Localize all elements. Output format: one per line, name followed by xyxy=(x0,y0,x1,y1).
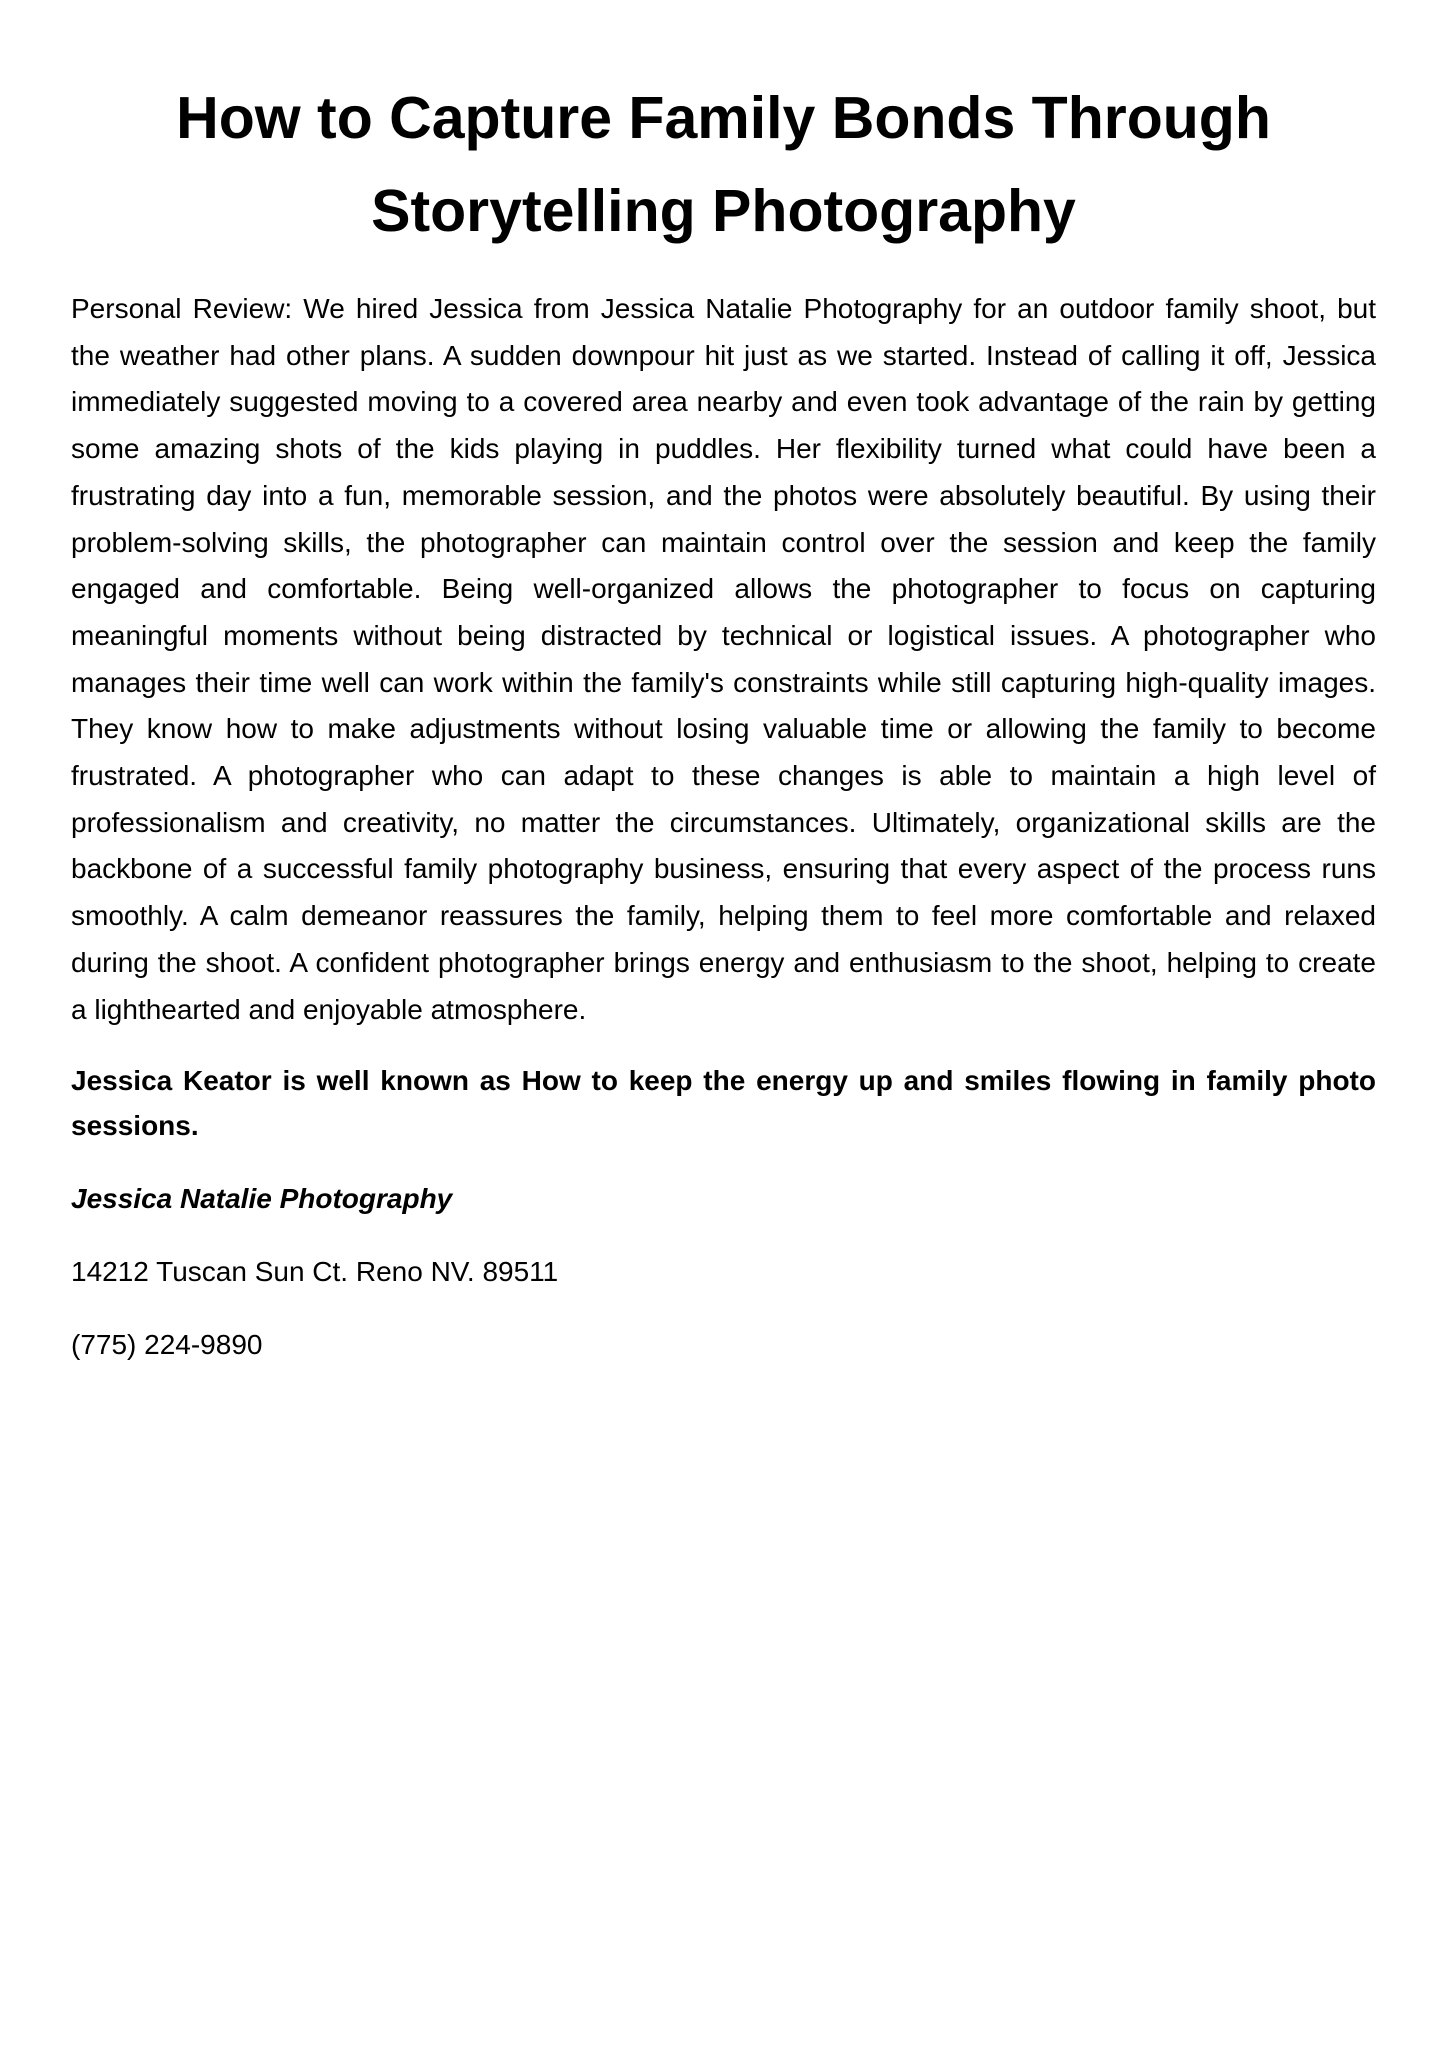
document-page xyxy=(71,72,1376,1367)
review-paragraph: Personal Review: We hired Jessica from Jessica Natalie Photography for an outdoor family shoot, but the weather had other plans. A sudden downpour hit just as we started. Instead of calling it off, Jessica immediately suggested moving to a covered area nearby and even took advantage of the rain by getting some amazing shots of the kids playing in puddles. Her flexibility turned what could have been a frustrating day into a fun, memorable session, and the photos were absolutely beautiful. By using their problem-solving skills, the photographer can maintain control over the session and keep the family engaged and comfortable. Being well-organized allows the photographer to focus on capturing meaningful moments without being distracted by technical or logistical issues. A photographer who manages their time well can work within the family's constraints while still capturing high-quality images. They know how to make adjustments without losing valuable time or allowing the family to become frustrated. A photographer who can adapt to these changes is able to maintain a high level of professionalism and creativity, no matter the circumstances. Ultimately, organizational skills are the backbone of a successful family photography business, ensuring that every aspect of the process runs smoothly. A calm demeanor reassures the family, helping them to feel more comfortable and relaxed during the shoot. A confident photographer brings energy and enthusiasm to the shoot, helping to create a lighthearted and enjoyable atmosphere. xyxy=(71,293,1376,1025)
bold-statement: Jessica Keator is well known as How to keep the energy up and smiles flowing in family photo sessions. xyxy=(71,1065,1376,1142)
business-name: Jessica Natalie Photography xyxy=(71,1183,453,1215)
business-address: 14212 Tuscan Sun Ct. Reno NV. 89511 xyxy=(71,1256,559,1288)
page-title: How to Capture Family Bonds Through Storytelling Photography xyxy=(176,85,1271,244)
business-phone: (775) 224-9890 xyxy=(71,1329,263,1361)
